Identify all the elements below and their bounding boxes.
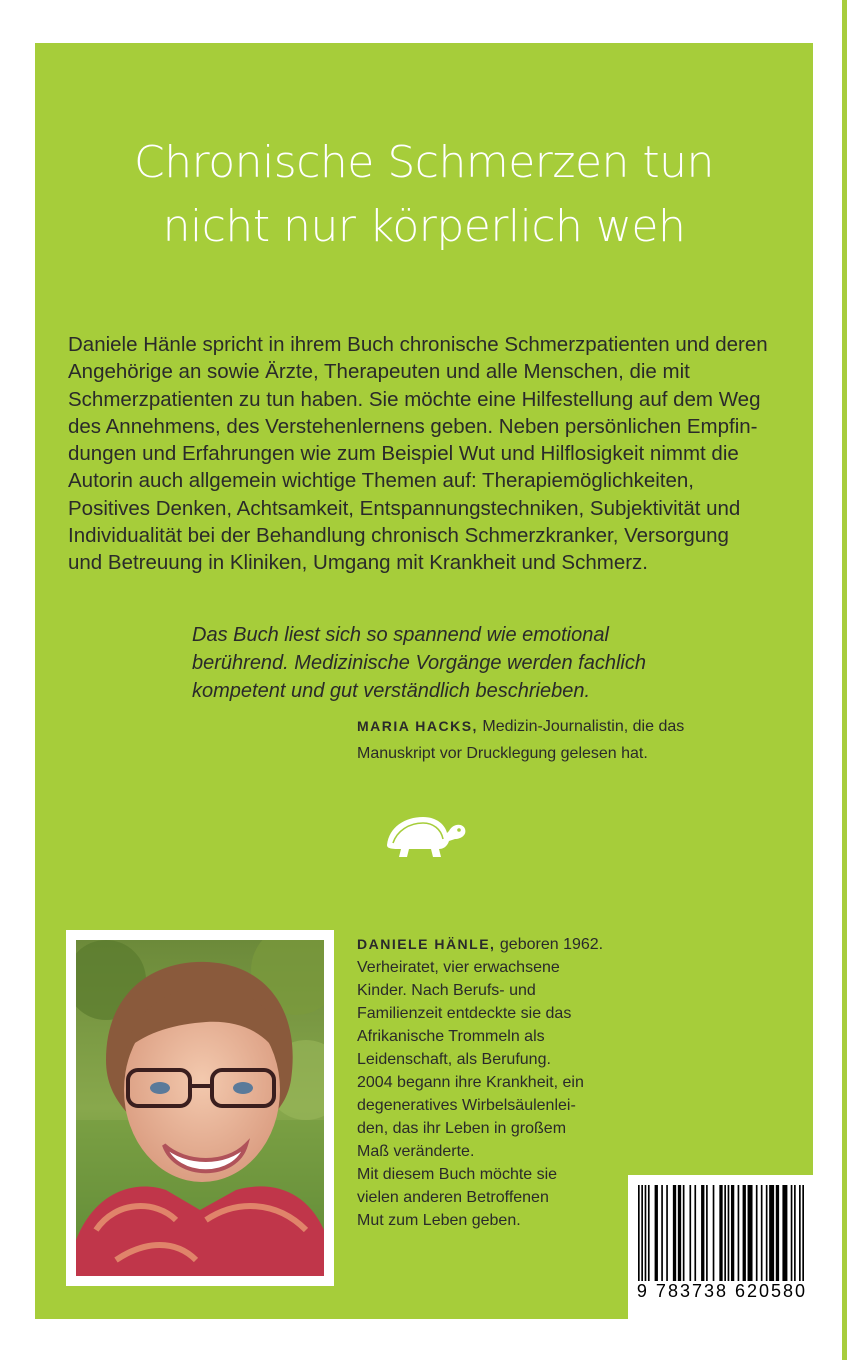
- quote-author-role-cont: Manuskript vor Drucklegung gelesen hat.: [357, 745, 648, 762]
- barcode-bar: [719, 1185, 722, 1281]
- bio-line: Maß veränderte.: [357, 1143, 475, 1160]
- bio-line: Afrikanische Trommeln als: [357, 1028, 545, 1045]
- bio-line: 2004 begann ihre Krankheit, ein: [357, 1074, 584, 1091]
- barcode-bar: [689, 1185, 691, 1281]
- quote-author-name: MARIA HACKS,: [357, 718, 478, 734]
- blurb-paragraph: [68, 331, 783, 577]
- barcode-bar: [756, 1185, 758, 1281]
- barcode-bar: [673, 1185, 676, 1281]
- review-quote: [192, 621, 752, 705]
- barcode-bar: [701, 1185, 704, 1281]
- barcode-bar: [648, 1185, 650, 1281]
- quote-attribution: [357, 713, 777, 767]
- headline-line-1: Chronische Schmerzen tun: [134, 137, 714, 188]
- barcode-bar: [802, 1185, 804, 1281]
- bio-line: Leidenschaft, als Berufung.: [357, 1051, 551, 1068]
- bio-line: den, das ihr Leben in großem: [357, 1120, 567, 1137]
- blurb-line: dungen und Erfahrungen wie zum Beispiel Wut und Hilflosigkeit nimmt die: [68, 442, 739, 466]
- author-photo-frame: [66, 930, 334, 1286]
- blurb-line: des Annehmens, des Verstehenlernens geben. Neben persönlichen Empfin-: [68, 414, 758, 438]
- barcode-bar: [761, 1185, 763, 1281]
- barcode-bar: [706, 1185, 708, 1281]
- blurb-line: Daniele Hänle spricht in ihrem Buch chronische Schmerzpatienten und deren: [68, 333, 768, 356]
- quote-line: Das Buch liest sich so spannend wie emotional: [192, 624, 609, 646]
- barcode-bar: [683, 1185, 685, 1281]
- barcode-bar: [641, 1185, 643, 1281]
- headline-line-2: nicht nur körperlich weh: [162, 201, 686, 252]
- author-name: DANIELE HÄNLE,: [357, 936, 496, 952]
- blurb-line: Angehörige an sowie Ärzte, Therapeuten und alle Menschen, die mit: [68, 360, 690, 384]
- spine-edge: [842, 0, 847, 1360]
- isbn-number: 9 783738 620580: [636, 1281, 808, 1301]
- back-cover: [35, 43, 813, 1319]
- blurb-line: und Betreuung in Kliniken, Umgang mit Krankheit und Schmerz.: [68, 551, 649, 575]
- quote-line: kompetent und gut verständlich beschrieben.: [192, 680, 591, 702]
- turtle-icon: [383, 811, 467, 859]
- barcode-bar: [776, 1185, 779, 1281]
- author-born: geboren 1962.: [495, 936, 604, 953]
- bio-line: Kinder. Nach Berufs- und: [357, 982, 536, 999]
- blurb-line: Positives Denken, Achtsamkeit, Entspannungstechniken, Subjektivität und: [68, 496, 741, 520]
- bio-line: degeneratives Wirbelsäulenlei-: [357, 1097, 576, 1114]
- barcode-bar: [748, 1185, 753, 1281]
- barcode-bar: [766, 1185, 768, 1281]
- barcode-bar: [724, 1185, 726, 1281]
- barcode-bar: [782, 1185, 787, 1281]
- author-bio: [357, 933, 657, 1232]
- barcode-bar: [799, 1185, 801, 1281]
- barcode-bars: [638, 1185, 804, 1281]
- barcode-bar: [791, 1185, 793, 1281]
- blurb-line: Schmerzpatienten zu tun haben. Sie möchte eine Hilfestellung auf dem Weg: [68, 387, 761, 411]
- barcode-bar: [666, 1185, 668, 1281]
- quote-line: berührend. Medizinische Vorgänge werden fachlich: [192, 652, 646, 674]
- barcode-bar: [731, 1185, 734, 1281]
- headline: [35, 131, 813, 259]
- barcode-bar: [738, 1185, 740, 1281]
- barcode-bar: [678, 1185, 681, 1281]
- barcode-bar: [638, 1185, 640, 1281]
- bio-line: Mut zum Leben geben.: [357, 1212, 521, 1229]
- blurb-line: Individualität bei der Behandlung chronisch Schmerzkranker, Versorgung: [68, 524, 729, 548]
- blurb-line: Autorin auch allgemein wichtige Themen auf: Therapiemöglichkeiten,: [68, 469, 694, 493]
- bio-line: Mit diesem Buch möchte sie: [357, 1166, 558, 1183]
- barcode-bar: [661, 1185, 663, 1281]
- bio-line: Familienzeit entdeckte sie das: [357, 1005, 572, 1022]
- barcode-bar: [694, 1185, 696, 1281]
- barcode-bar: [769, 1185, 774, 1281]
- barcode-bar: [655, 1185, 658, 1281]
- quote-author-role: Medizin-Journalistin, die das: [477, 718, 685, 735]
- bio-line: Verheiratet, vier erwachsene: [357, 959, 560, 976]
- barcode-bar: [794, 1185, 796, 1281]
- barcode: [628, 1175, 814, 1320]
- barcode-bar: [728, 1185, 730, 1281]
- author-photo: [76, 940, 324, 1276]
- barcode-bar: [743, 1185, 746, 1281]
- bio-line: vielen anderen Betroffenen: [357, 1189, 549, 1206]
- barcode-bar: [713, 1185, 715, 1281]
- barcode-bar: [645, 1185, 647, 1281]
